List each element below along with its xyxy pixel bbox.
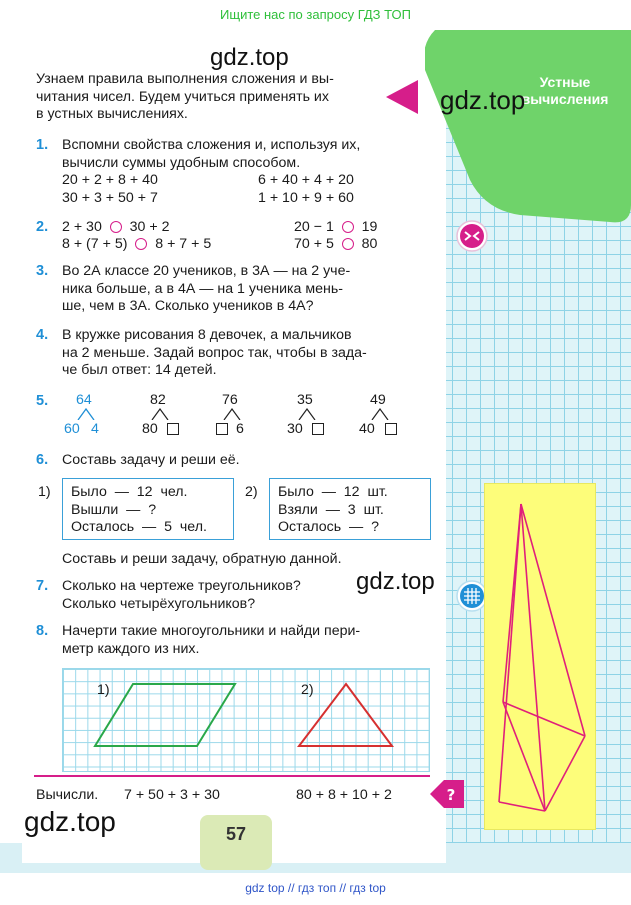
- goal-marker-icon: [386, 80, 418, 114]
- task8-line: метр каждого из них.: [62, 640, 200, 657]
- page-number: 57: [225, 824, 247, 844]
- task8-text: [62, 623, 434, 658]
- part-label: 1): [38, 484, 51, 500]
- expression: 8 + (7 + 5): [62, 236, 128, 252]
- task1-line: Вспомни свойства сложения и, используя их,: [62, 137, 361, 153]
- data-line: Было — 12 чел.: [71, 484, 188, 500]
- comparison: [62, 219, 169, 235]
- task-number: 2.: [36, 219, 49, 235]
- expression: 6 + 40 + 4 + 20: [258, 172, 354, 188]
- expression: 20 + 2 + 8 + 40: [62, 172, 158, 188]
- compare-circle-icon[interactable]: [135, 238, 147, 250]
- triangle-shape: [299, 684, 392, 746]
- task7-line: Сколько четырёхугольников?: [62, 595, 256, 612]
- task4-line: В кружке рисования 8 девочек, а мальчиков: [62, 327, 352, 343]
- top-banner[interactable]: Ищите нас по запросу ГДЗ ТОП: [220, 7, 411, 22]
- figure-label: 2): [301, 682, 314, 698]
- comparison: [294, 236, 377, 252]
- split-icon: [297, 408, 317, 420]
- grid-task-icon: [456, 580, 488, 612]
- section-label: Устные вычисления: [521, 74, 609, 107]
- section-tab: [425, 30, 631, 230]
- expression: 20 − 1: [294, 219, 334, 235]
- expression: 80 + 8 + 10 + 2: [296, 787, 392, 803]
- compare-circle-icon[interactable]: [342, 221, 354, 233]
- part-label: 2): [245, 484, 258, 500]
- data-box: [62, 478, 234, 540]
- decomposition-top: 82: [150, 392, 166, 408]
- decomposition-part: 30: [287, 421, 303, 437]
- intro-line: читания чисел. Будем учиться применять их: [36, 88, 329, 105]
- watermark: gdz.top: [440, 85, 526, 115]
- task1-line: вычисли суммы удобным способом.: [62, 154, 301, 171]
- expression: 80: [361, 236, 378, 252]
- task3-line: ника больше, а в 4А — на 1 ученика мень-: [62, 280, 343, 297]
- data-box: [269, 478, 431, 540]
- task6-followup: Составь и реши задачу, обратную данной.: [62, 551, 342, 567]
- task-number: 3.: [36, 263, 49, 279]
- task7-text: [62, 578, 301, 613]
- comparison: [62, 236, 211, 252]
- decomposition-part: 60: [64, 421, 80, 437]
- divider: [34, 775, 430, 777]
- task-number: 7.: [36, 578, 49, 594]
- expression: 2 + 30: [62, 219, 102, 235]
- task-number: 8.: [36, 623, 49, 639]
- question-icon: [430, 778, 464, 810]
- data-line: Осталось — 5 чел.: [71, 519, 207, 535]
- figure-label: 1): [97, 682, 110, 698]
- task1-text: [62, 137, 432, 172]
- task7-line: Сколько на чертеже треугольников?: [62, 578, 301, 594]
- expression: 30 + 3 + 50 + 7: [62, 189, 158, 206]
- task3-line: Во 2А классе 20 учеников, в 3А — на 2 уче-: [62, 263, 351, 279]
- compare-circle-icon[interactable]: [342, 238, 354, 250]
- decomposition-part: 4: [91, 421, 99, 437]
- expression: 30 + 2: [129, 219, 170, 235]
- polygon-figures: [62, 668, 428, 770]
- task-number: 5.: [36, 393, 49, 409]
- data-line: Осталось — ?: [278, 519, 380, 535]
- task4-line: на 2 меньше. Задай вопрос так, чтобы в зада-: [62, 344, 367, 361]
- task-number: 4.: [36, 327, 49, 343]
- line-figure-drawing: [485, 484, 595, 829]
- expression: 19: [361, 219, 378, 235]
- decomposition-top: 49: [370, 392, 386, 408]
- compare-circle-icon[interactable]: [110, 221, 122, 233]
- split-icon: [76, 408, 96, 420]
- compute-label: Вычисли.: [36, 787, 99, 803]
- split-icon: [370, 408, 390, 420]
- expression: 70 + 5: [294, 236, 334, 252]
- data-line: Вышли — ?: [71, 501, 157, 518]
- decomposition-top: 76: [222, 392, 238, 408]
- data-line: Взяли — 3 шт.: [278, 501, 384, 518]
- decomposition-part: 40: [359, 421, 375, 437]
- task1-col2: [258, 172, 354, 207]
- task3-line: ше, чем в 3А. Сколько учеников в 4А?: [62, 298, 314, 314]
- pair-work-icon: [456, 220, 488, 252]
- answer-box[interactable]: [167, 423, 179, 435]
- answer-box[interactable]: [216, 423, 228, 435]
- parallelogram-shape: [95, 684, 235, 746]
- task4-line: че был ответ: 14 детей.: [62, 362, 217, 378]
- expression: 1 + 10 + 9 + 60: [258, 189, 354, 206]
- answer-box[interactable]: [312, 423, 324, 435]
- bottom-banner[interactable]: gdz top // гдз топ // гдз top: [245, 881, 386, 895]
- comparison: [294, 219, 377, 235]
- expression: 8 + 7 + 5: [155, 236, 212, 252]
- task-number: 6.: [36, 452, 49, 468]
- intro-line: в устных вычислениях.: [36, 106, 188, 122]
- intro-text: [36, 71, 386, 124]
- watermark: gdz.top: [356, 568, 435, 595]
- watermark: gdz.top: [210, 44, 289, 71]
- expression: 7 + 50 + 3 + 30: [124, 787, 220, 803]
- decomposition-part: 80: [142, 421, 158, 437]
- svg-text:?: ?: [446, 786, 456, 804]
- intro-line: Узнаем правила выполнения сложения и вы-: [36, 71, 334, 87]
- decomposition-top: 64: [76, 392, 92, 408]
- task-number: 1.: [36, 137, 49, 153]
- split-icon: [150, 408, 170, 420]
- task6-text: Составь задачу и реши её.: [62, 452, 240, 468]
- decomposition-part: 6: [236, 421, 244, 437]
- task1-col1: [62, 172, 158, 207]
- split-icon: [222, 408, 242, 420]
- answer-box[interactable]: [385, 423, 397, 435]
- task4-text: [62, 327, 434, 380]
- task8-line: Начерти такие многоугольники и найди пери-: [62, 623, 361, 639]
- task3-text: [62, 263, 434, 316]
- decomposition-top: 35: [297, 392, 313, 408]
- data-line: Было — 12 шт.: [278, 484, 388, 500]
- watermark: gdz.top: [24, 806, 116, 837]
